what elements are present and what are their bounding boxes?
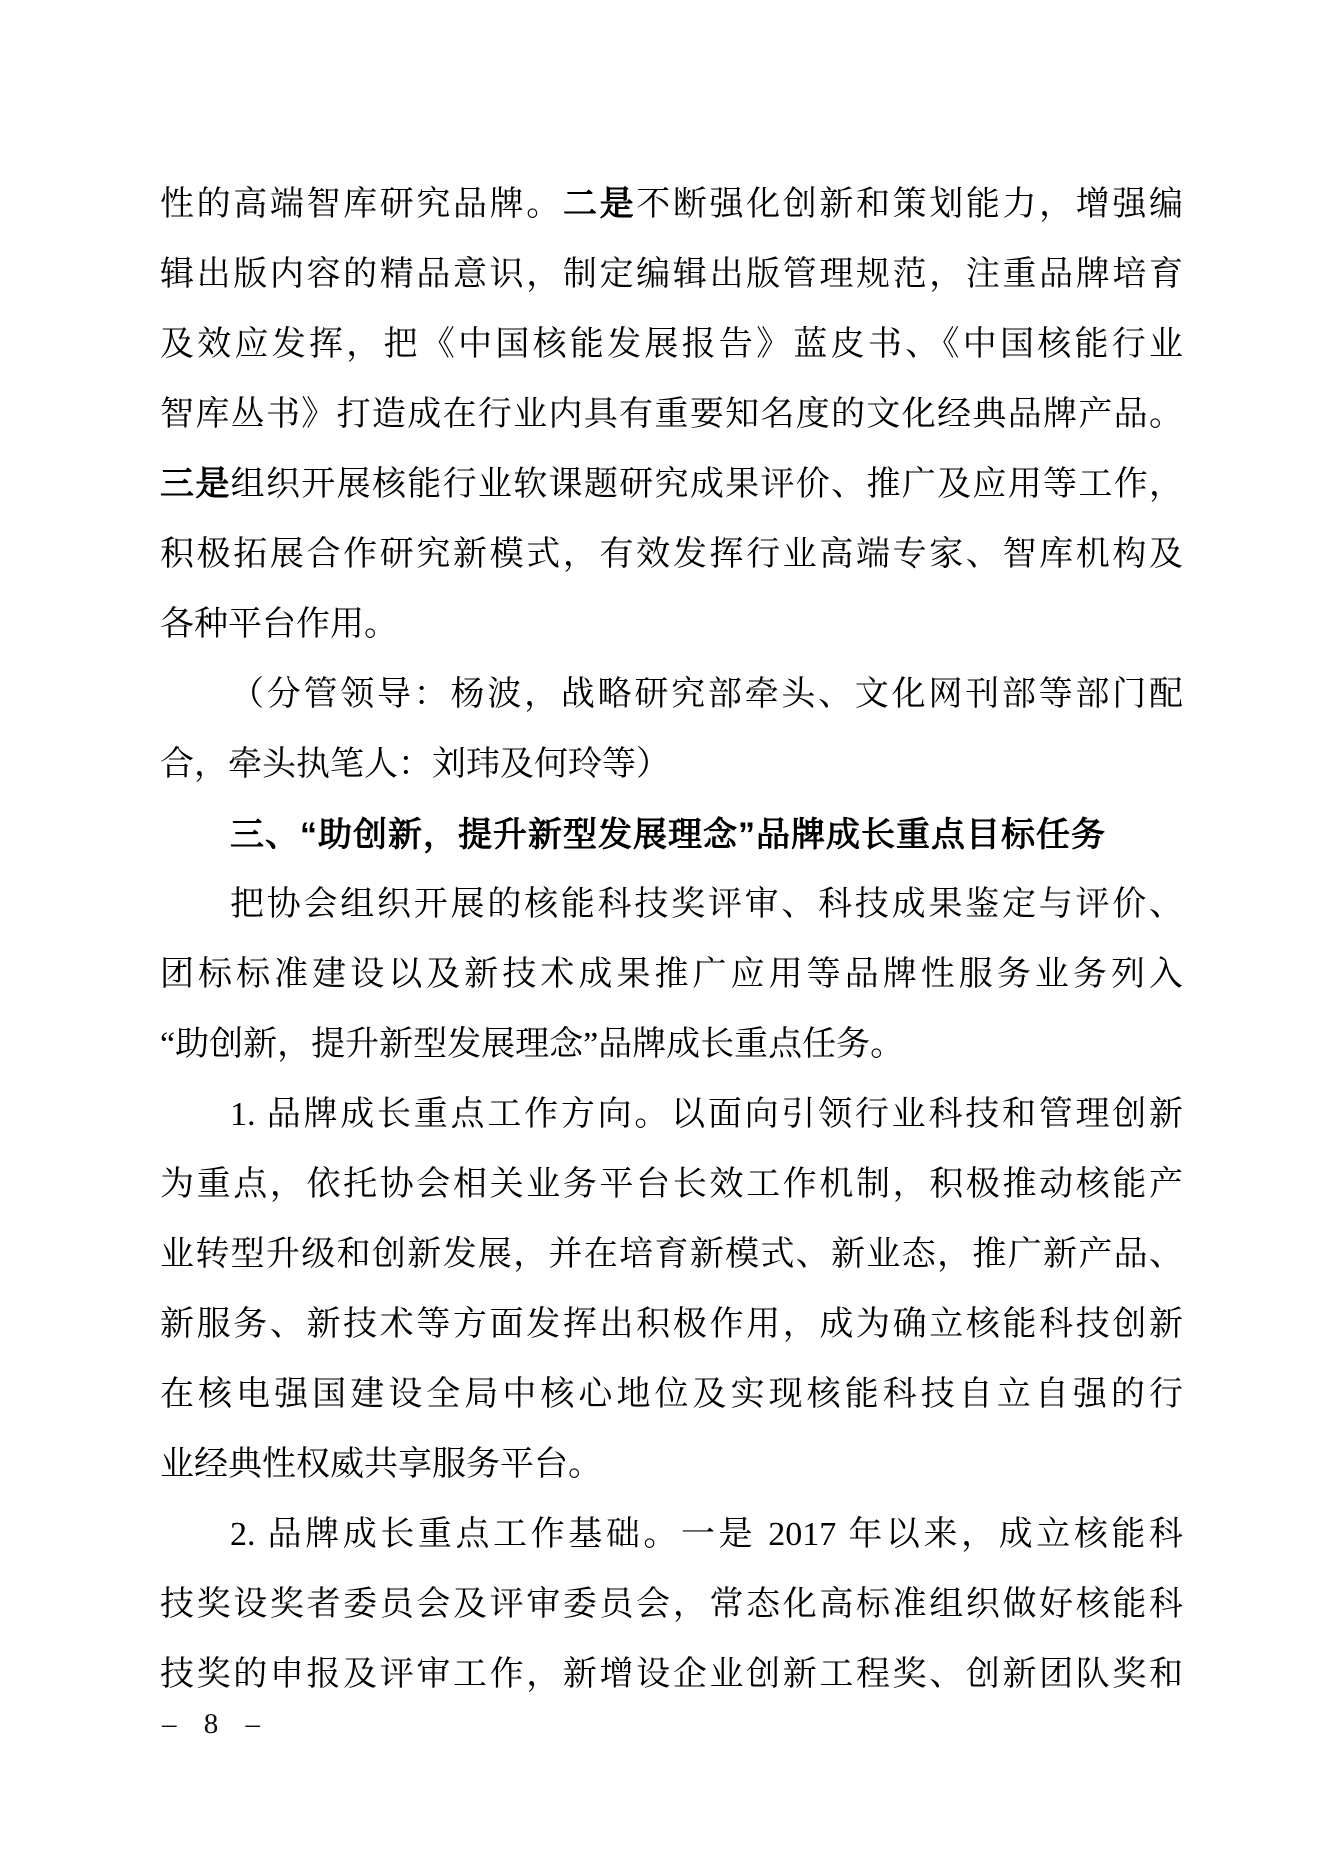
line-21 [160, 1570, 1183, 1640]
line-18 [160, 1360, 1183, 1430]
bold-text-segment: 三、“助创新，提升新型发展理念”品牌成长重点目标任务 [230, 816, 1106, 854]
line-2 [160, 240, 1183, 310]
text-segment: 把协会组织开展的核能科技奖评审、科技成果鉴定与评价、 [230, 886, 1183, 923]
text-segment: 技奖设奖者委员会及评审委员会，常态化高标准组织做好核能科 [160, 1586, 1183, 1623]
text-segment: 为重点，依托协会相关业务平台长效工作机制，积极推动核能产 [160, 1166, 1183, 1203]
line-13 [160, 1010, 1183, 1080]
bold-text-segment: 二是 [562, 186, 637, 223]
text-segment: 在核电强国建设全局中核心地位及实现核能科技自立自强的行 [160, 1376, 1183, 1413]
line-11 [160, 870, 1183, 940]
text-segment: “助创新，提升新型发展理念”品牌成长重点任务。 [160, 1026, 905, 1063]
document-body [160, 170, 1183, 1710]
line-3 [160, 310, 1183, 380]
text-segment: 业经典性权威共享服务平台。 [160, 1446, 602, 1483]
line-6 [160, 520, 1183, 590]
text-segment: 业转型升级和创新发展，并在培育新模式、新业态，推广新产品、 [160, 1236, 1183, 1273]
line-9 [160, 730, 1183, 800]
line-8 [160, 660, 1183, 730]
text-segment: （分管领导：杨波，战略研究部牵头、文化网刊部等部门配 [230, 676, 1183, 713]
line-16 [160, 1220, 1183, 1290]
line-5 [160, 450, 1183, 520]
page-number: – 8 – [162, 1708, 270, 1740]
text-segment: 组织开展核能行业软课题研究成果评价、推广及应用等工作， [230, 466, 1183, 503]
line-17 [160, 1290, 1183, 1360]
text-segment: 及效应发挥，把《中国核能发展报告》蓝皮书、《中国核能行业 [160, 326, 1183, 363]
line-7 [160, 590, 1183, 660]
text-segment: 积极拓展合作研究新模式，有效发挥行业高端专家、智库机构及 [160, 536, 1183, 573]
line-12 [160, 940, 1183, 1010]
text-segment: 不断强化创新和策划能力，增强编 [636, 186, 1183, 223]
line-10 [160, 800, 1183, 870]
line-19 [160, 1430, 1183, 1500]
text-segment: 1. 品牌成长重点工作方向。以面向引领行业科技和管理创新 [230, 1096, 1183, 1133]
text-segment: 辑出版内容的精品意识，制定编辑出版管理规范，注重品牌培育 [160, 256, 1183, 293]
text-segment: 团标标准建设以及新技术成果推广应用等品牌性服务业务列入 [160, 956, 1183, 993]
line-22 [160, 1640, 1183, 1710]
text-segment: 合，牵头执笔人：刘玮及何玲等） [160, 746, 670, 783]
line-1 [160, 170, 1183, 240]
line-4 [160, 380, 1183, 450]
line-20 [160, 1500, 1183, 1570]
bold-text-segment: 三是 [160, 466, 231, 503]
text-segment: 性的高端智库研究品牌。 [160, 186, 563, 223]
text-segment: 新服务、新技术等方面发挥出积极作用，成为确立核能科技创新 [160, 1306, 1183, 1343]
text-segment: 技奖的申报及评审工作，新增设企业创新工程奖、创新团队奖和 [160, 1656, 1183, 1693]
text-segment: 各种平台作用。 [160, 606, 398, 643]
text-segment: 2. 品牌成长重点工作基础。一是 2017 年以来，成立核能科 [230, 1516, 1183, 1553]
text-segment: 智库丛书》打造成在行业内具有重要知名度的文化经典品牌产品。 [160, 396, 1183, 433]
line-15 [160, 1150, 1183, 1220]
line-14 [160, 1080, 1183, 1150]
